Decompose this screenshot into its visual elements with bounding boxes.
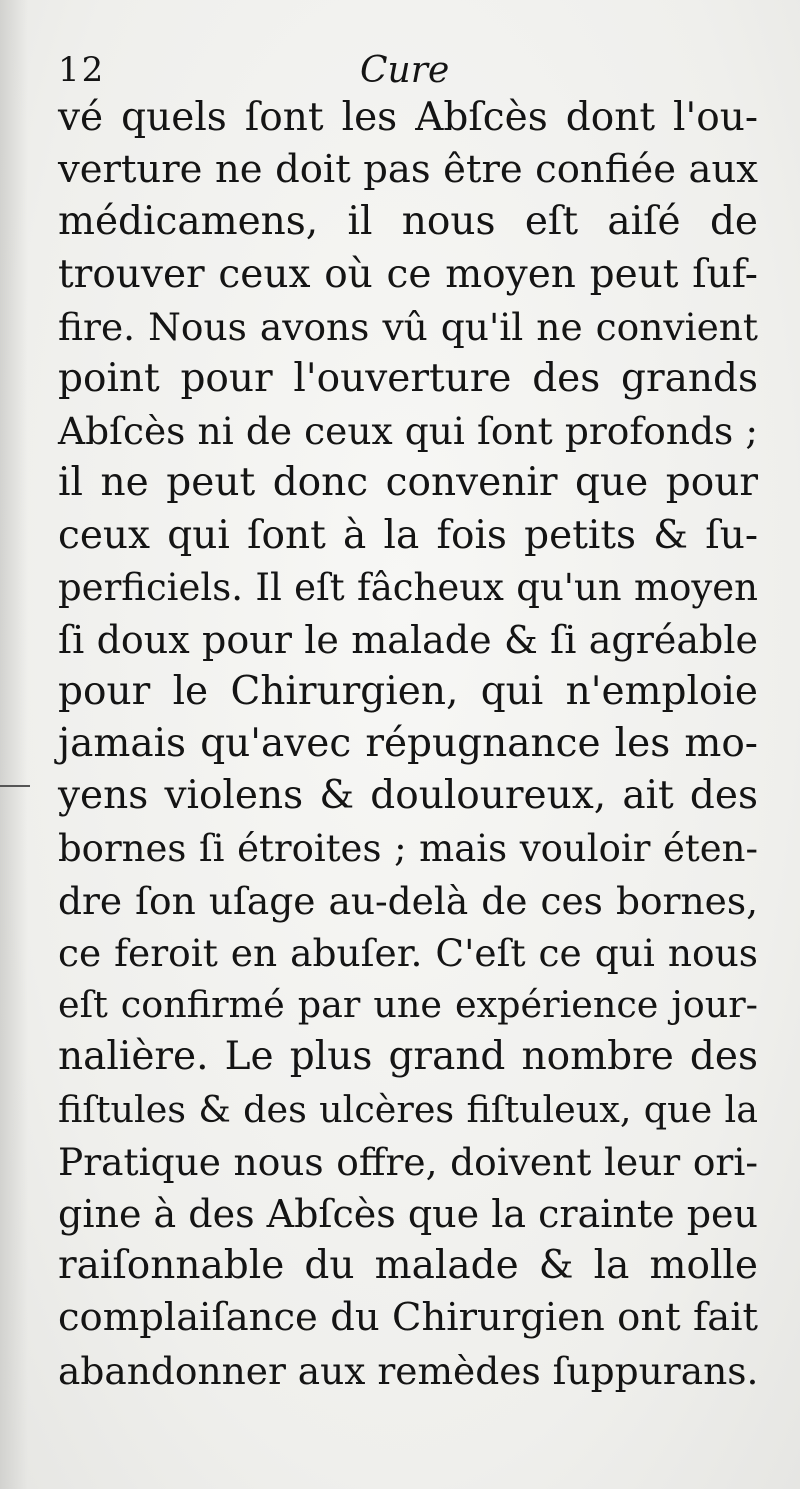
text-line: bornes ſi étroites ; mais vouloir éten- [58,826,758,870]
text-line: ce feroit en abuſer. C'eſt ce qui nous [58,931,758,975]
text-line: perficiels. Il eſt fâcheux qu'un moyen [58,565,758,609]
text-line: Abſcès ni de ceux qui ſont profonds ; [58,409,758,454]
text-line: point pour l'ouverture des grands [58,355,758,401]
text-line: ſi doux pour le malade & ſi agréable [58,617,758,662]
text-line: abandonner aux remèdes ſuppurans. [58,1348,759,1393]
text-line: médicamens, il nous eſt aiſé de [58,199,758,245]
text-line: nalière. Le plus grand nombre des [58,1034,758,1080]
margin-mark [0,785,30,787]
text-line: raiſonnable du malade & la molle [58,1243,758,1289]
text-line: trouver ceux où ce moyen peut ſuf- [58,251,758,297]
text-line: eſt confirmé par une expérience jour- [58,983,758,1027]
text-line: Pratique nous offre, doivent leur ori- [58,1139,758,1184]
text-line: ceux qui ſont à la fois petits & ſu- [58,512,758,558]
spine-shadow [0,0,28,1489]
text-line: complaiſance du Chirurgien ont fait [58,1295,758,1341]
text-line: verture ne doit pas être confiée aux [58,147,758,193]
text-line: jamais qu'avec répugnance les mo- [58,721,758,767]
page-number: 12 [58,50,106,90]
text-line: pour le Chirurgien, qui n'emploie [58,669,758,715]
text-line: fiſtules & des ulcères fiſtuleux, que la [58,1087,758,1131]
text-line: il ne peut donc convenir que pour [58,460,758,506]
running-head: Cure [360,50,450,91]
text-line: gine à des Abſcès que la crainte peu [58,1191,758,1236]
body-text [58,92,758,1397]
text-line: yens violens & douloureux, ait des [58,773,758,819]
text-line: fire. Nous avons vû qu'il ne convient [58,304,758,349]
text-line: dre ſon uſage au-delà de ces bornes, [58,878,758,923]
text-line: vé quels ſont les Abſcès dont l'ou- [58,95,758,140]
